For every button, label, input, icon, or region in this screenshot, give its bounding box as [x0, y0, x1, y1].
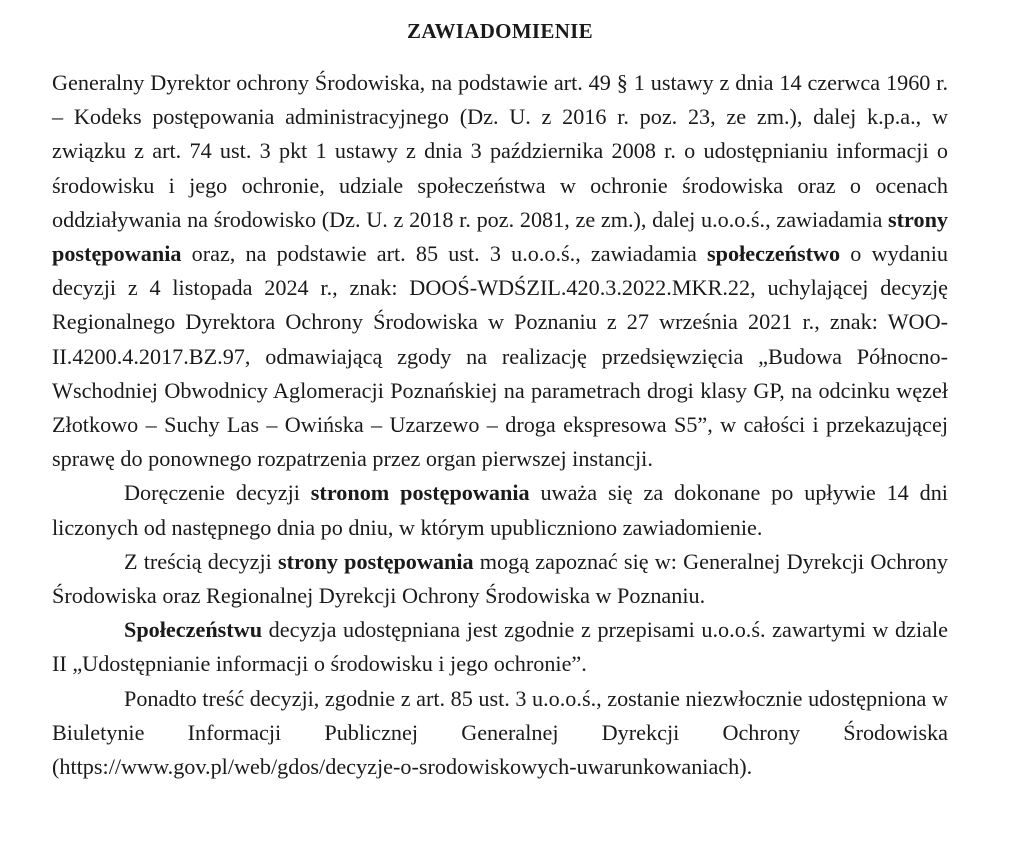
bip-url-link[interactable]: (https://www.gov.pl/web/gdos/decyzje-o-srodowiskowych-uwarunkowaniach). — [52, 754, 753, 780]
paragraph-notice-main — [52, 66, 948, 476]
p3-text-2: mogą zapoznać się w: Generalnej Dyrekcji Ochrony Środowiska oraz Regionalnej Dyrekcji Ochrony Środowiska w Poznaniu. — [52, 548, 948, 609]
p4-text-1: decyzja udostępniana jest zgodnie z przepisami u.o.o.ś. zawartymi w dziale II „Udostępnianie informacji o środowisku i jego ochronie”. — [52, 617, 948, 677]
p1-bold-society: społeczeństwo — [707, 241, 841, 267]
p3-bold-parties: strony postępowania — [278, 548, 474, 574]
paragraph-delivery — [52, 476, 948, 544]
p1-bold-parties: strony postępowania — [52, 206, 948, 267]
paragraph-access — [52, 545, 948, 613]
p2-text-1: Doręczenie decyzji — [124, 480, 311, 506]
paragraph-society — [52, 613, 948, 681]
p2-bold-parties: stronom postępowania — [310, 480, 530, 506]
p5-text-1: Ponadto treść decyzji, zgodnie z art. 85 ust. 3 u.o.o.ś., zostanie niezwłocznie udostępniona w Biuletynie Informacji Publicznej Generalnej Dyrekcji Ochrony Środowiska — [52, 685, 948, 745]
p2-text-2: uważa się za dokonane po upływie 14 dni liczonych od następnego dnia po dniu, w którym upubliczniono zawiadomienie. — [52, 480, 948, 540]
paragraph-publication — [52, 682, 948, 785]
p1-text-3: o wydaniu decyzji z 4 listopada 2024 r., znak: DOOŚ-WDŚZIL.420.3.2022.MKR.22, uchylającej decyzję Regionalnego Dyrektora Ochrony Środowiska w Poznaniu z 27 września 2021 r., znak: WOO-II.4200.4.2017.BZ.97, odmawiającą zgody na realizację przedsięwzięcia „Budowa Północno-Wschodniej Obwodnicy Aglomeracji Poznańskiej na parametrach drogi klasy GP, na odcinku węzeł Złotkowo – Suchy Las – Owińska – Uzarzewo – droga ekspresowa S5”, w całości i przekazującej sprawę do ponownego rozpatrzenia przez organ pierwszej instancji. — [52, 241, 948, 472]
p3-text-1: Z treścią decyzji — [124, 548, 278, 574]
p1-text-1: Generalny Dyrektor ochrony Środowiska, na podstawie art. 49 § 1 ustawy z dnia 14 czerwca 1960 r. – Kodeks postępowania administracyjnego (Dz. U. z 2016 r. poz. 23, ze zm.), dalej k.p.a., w związku z art. 74 ust. 3 pkt 1 ustawy z dnia 3 października 2008 r. o udostępnianiu informacji o środowisku i jego ochronie, udziale społeczeństwa w ochronie środowiska oraz o ocenach oddziaływania na środowisko (Dz. U. z 2018 r. poz. 2081, ze zm.), dalej u.o.o.ś., zawiadamia — [52, 70, 948, 232]
p4-bold-society: Społeczeństwu — [124, 617, 263, 643]
document-title: ZAWIADOMIENIE — [407, 19, 593, 43]
p1-text-2: oraz, na podstawie art. 85 ust. 3 u.o.o.ś., zawiadamia — [181, 241, 708, 267]
